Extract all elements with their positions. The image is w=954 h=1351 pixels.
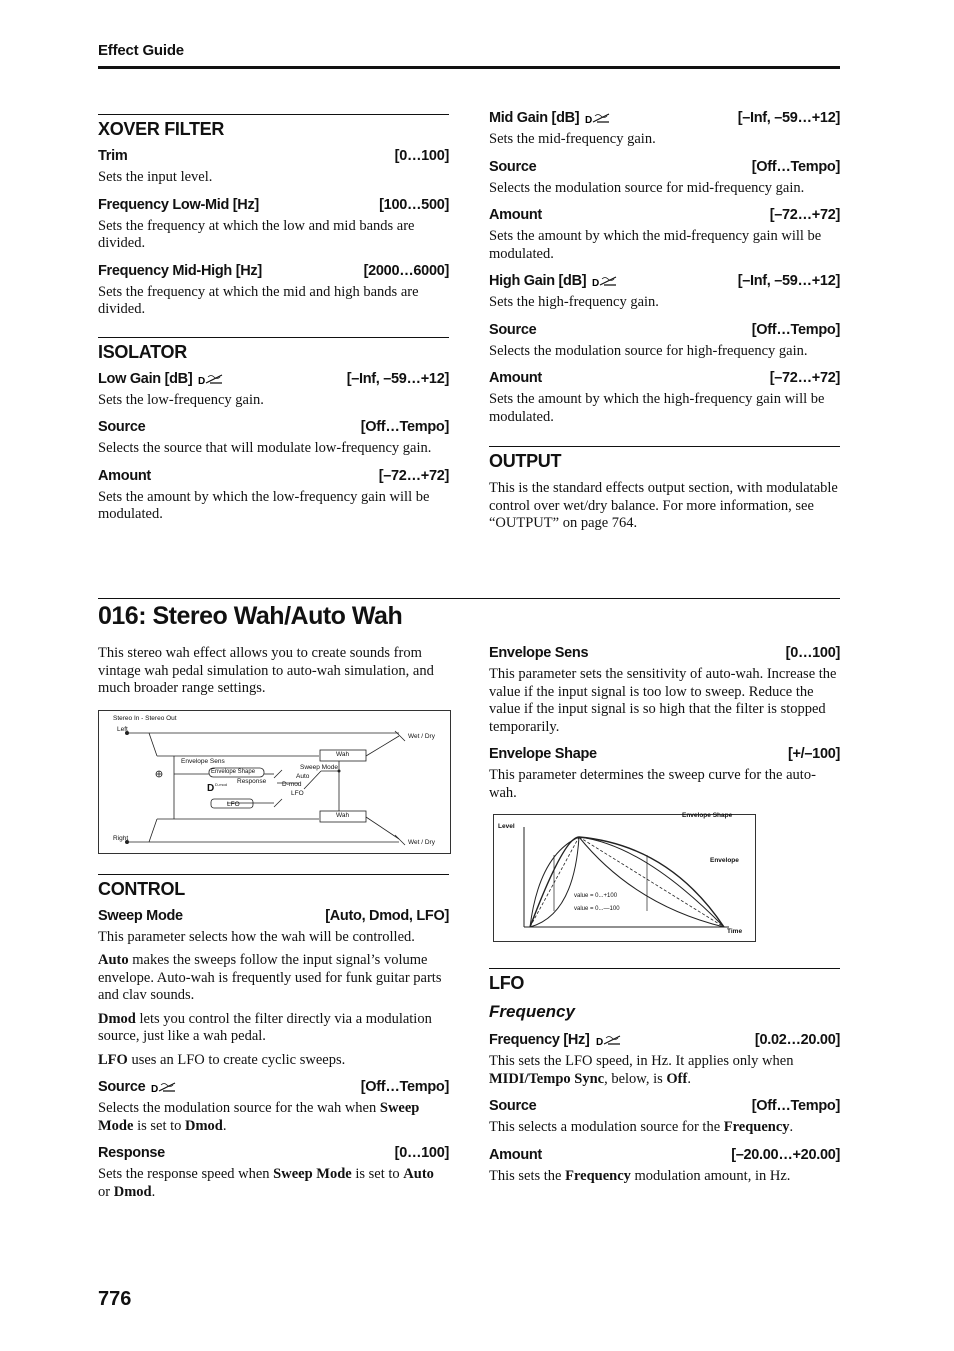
param-desc: This parameter sets the sensitivity of auto-wah. Increase the value if the input signal is too low to sweep. Reduce the value if the input signal is so high that the filter is stopped temporarily. (489, 666, 837, 735)
param-name (98, 371, 224, 387)
desc-text: modulation amount, in Hz. (630, 1167, 791, 1184)
param-range: [0…100] (785, 645, 840, 661)
param-row (98, 263, 449, 279)
dmod-label: D-mod (282, 780, 302, 788)
param-name: Amount (98, 467, 151, 484)
param-name (489, 110, 611, 126)
param-desc: Sets the amount by which the low-frequency gain will be modulated. (98, 488, 430, 522)
param-desc (98, 1100, 449, 1135)
auto-desc-text: makes the sweeps follow the input signal’s volume envelope. Auto-wah is frequently used for funk guitar parts and clav sounds. (98, 952, 442, 1003)
param-row (98, 419, 449, 435)
xover-section (98, 114, 449, 319)
plus-value-label: value = 0...+100 (574, 893, 618, 899)
envelope-graph-lines (494, 815, 755, 941)
param-desc: Sets the low-frequency gain. (98, 391, 264, 408)
param-name: Source (489, 158, 537, 175)
desc-text: This sets the (489, 1167, 566, 1184)
right-label: Right (113, 834, 129, 842)
param-desc (98, 1166, 449, 1201)
param-row (489, 322, 840, 338)
header-rule (98, 66, 840, 69)
param-range: [Off…Tempo] (751, 1098, 840, 1114)
section-title: ISOLATOR (98, 341, 187, 362)
param-range: [–72…+72] (378, 467, 449, 484)
param-desc: Sets the high-frequency gain. (489, 294, 659, 310)
section-rule (98, 114, 449, 115)
param-desc: Selects the modulation source for mid-frequency gain. (489, 179, 805, 196)
desc-term: Frequency (565, 1167, 631, 1184)
param-name-text: Source (98, 1079, 146, 1095)
section-rule (489, 446, 840, 447)
param-row (98, 371, 449, 387)
right-column-top (489, 110, 840, 543)
left-column-top (98, 114, 449, 534)
dmod-desc (98, 1011, 449, 1046)
desc-text: or (98, 1183, 114, 1200)
output-section (489, 446, 840, 533)
param-row (489, 1147, 840, 1163)
param-row (98, 908, 449, 924)
desc-term: Frequency (723, 1119, 790, 1135)
dmod-icon (151, 1081, 177, 1093)
param-name: Frequency Mid-High [Hz] (98, 262, 262, 279)
param-row (489, 645, 840, 661)
param-desc: This parameter selects how the wah will be controlled. (98, 928, 415, 945)
param-desc: Selects the modulation source for high-frequency gain. (489, 342, 808, 359)
effect-rule (98, 598, 840, 599)
left-label: Left (117, 725, 128, 733)
envelope-sens-label: Envelope Sens (181, 757, 225, 765)
param-range: [0…100] (394, 148, 449, 164)
minus-value-label: value = 0...—100 (574, 906, 620, 912)
param-desc: Sets the amount by which the mid-frequency gain will be modulated. (489, 228, 822, 262)
param-range: [–20.00…+20.00] (731, 1146, 840, 1163)
desc-term: Sweep Mode (273, 1166, 352, 1182)
desc-text: . (687, 1070, 691, 1087)
param-name: Envelope Shape (489, 746, 597, 762)
param-desc: Sets the frequency at which the mid and high bands are divided. (98, 283, 419, 317)
dmod-small-label: D-mod (215, 781, 228, 787)
envelope-shape-label: Envelope Shape (211, 768, 256, 775)
running-header: Effect Guide (98, 42, 184, 59)
param-row (489, 1032, 840, 1048)
svg-text:D: D (595, 1037, 603, 1046)
param-name: Trim (98, 148, 128, 164)
desc-text: is set to (133, 1117, 185, 1134)
section-title: XOVER FILTER (98, 119, 225, 139)
desc-text: , below, is (604, 1070, 667, 1087)
param-name-text: Frequency [Hz] (489, 1032, 590, 1048)
param-row (489, 207, 840, 223)
lfo-label: LFO (291, 789, 304, 797)
param-row (489, 746, 840, 762)
param-name: Source (489, 1098, 537, 1114)
param-name: Source (489, 321, 537, 338)
param-row (98, 1079, 449, 1095)
desc-text: This sets the LFO speed, in Hz. It applies only when (489, 1053, 794, 1069)
param-name: Frequency Low-Mid [Hz] (98, 196, 259, 213)
desc-term: Off (666, 1070, 688, 1087)
desc-term: Dmod (113, 1183, 152, 1200)
param-desc: Sets the frequency at which the low and mid bands are divided. (98, 217, 415, 251)
block-diagram (98, 710, 451, 854)
desc-term: MIDI/Tempo Sync (489, 1070, 605, 1087)
param-row (489, 159, 840, 175)
desc-term: Dmod (185, 1117, 223, 1134)
param-row (98, 148, 449, 164)
param-name-text: High Gain [dB] (489, 273, 587, 289)
level-axis-label: Level (498, 823, 515, 830)
param-range: [–72…+72] (769, 207, 840, 223)
section-rule (489, 968, 840, 969)
param-desc: Sets the mid-frequency gain. (489, 131, 656, 147)
control-section (98, 874, 449, 1202)
envelope-shape-label: Envelope Shape (682, 812, 733, 819)
desc-text: Selects the modulation source for the wah when (98, 1100, 380, 1116)
param-range: [Off…Tempo] (360, 1079, 449, 1095)
dmod-icon (198, 373, 224, 385)
param-desc: Selects the source that will modulate low-frequency gain. (98, 440, 432, 456)
param-range: [2000…6000] (363, 262, 449, 279)
subsection-title: Frequency (489, 1002, 575, 1021)
param-desc (489, 1168, 840, 1186)
section-title: LFO (489, 973, 525, 993)
param-range: [–72…+72] (769, 370, 840, 386)
output-desc: This is the standard effects output section, with modulatable control over wet/dry balance. For more information, see “OUTPUT” on page 764. (489, 480, 838, 531)
dmod-icon (596, 1034, 622, 1046)
lfo-term: LFO (98, 1051, 128, 1068)
wah-block-label: Wah (336, 811, 350, 819)
svg-text:D: D (592, 278, 600, 287)
envelope-graph (493, 814, 756, 942)
param-range: [0.02…20.00] (754, 1032, 840, 1048)
param-row (98, 1145, 449, 1161)
param-name: Response (98, 1145, 165, 1161)
desc-term: Sweep Mode (98, 1100, 420, 1134)
param-name: Amount (489, 207, 542, 223)
left-column-bottom (98, 645, 449, 1211)
param-range: [+/–100] (787, 746, 840, 762)
param-desc: This parameter determines the sweep curve for the auto-wah. (489, 767, 816, 801)
param-range: [Off…Tempo] (751, 321, 840, 338)
right-column-bottom (489, 645, 840, 1195)
param-name (489, 1032, 622, 1048)
param-desc: Sets the amount by which the high-frequency gain will be modulated. (489, 391, 825, 425)
response-label: Response (237, 777, 267, 785)
param-range: [–Inf, –59…+12] (737, 273, 840, 289)
param-desc (489, 1053, 840, 1088)
dmod-icon (585, 112, 611, 124)
desc-text: is set to (351, 1166, 404, 1182)
io-label: Stereo In - Stereo Out (113, 714, 177, 722)
param-name: Envelope Sens (489, 645, 589, 661)
param-name: Source (98, 419, 146, 435)
lfo-section (489, 968, 840, 1185)
param-name-text: Mid Gain [dB] (489, 110, 580, 126)
isolator-section (98, 337, 449, 524)
lfo-desc (98, 1052, 449, 1070)
sweep-mode-label: Sweep Mode (300, 763, 338, 771)
param-range: [100…500] (379, 196, 449, 213)
param-name: Amount (489, 370, 542, 386)
param-row (98, 468, 449, 484)
desc-text: . (222, 1117, 227, 1134)
param-row (489, 273, 840, 289)
param-row (489, 110, 840, 126)
section-title: OUTPUT (489, 451, 562, 471)
desc-term: Auto (403, 1166, 434, 1182)
param-row (98, 197, 449, 213)
envelope-label: Envelope (710, 857, 739, 864)
section-rule (98, 874, 449, 875)
dmod-icon (592, 275, 618, 287)
param-desc (489, 1119, 840, 1137)
dmod-term: Dmod (98, 1010, 136, 1027)
section-rule (98, 337, 449, 338)
auto-term: Auto (98, 952, 129, 968)
param-name (98, 1079, 177, 1095)
param-range: [–Inf, –59…+12] (737, 110, 840, 126)
desc-text: This selects a modulation source for the (489, 1119, 724, 1135)
param-row (489, 370, 840, 386)
desc-text: . (151, 1183, 156, 1200)
lfo-desc-text: uses an LFO to create cyclic sweeps. (127, 1051, 346, 1068)
param-range: [0…100] (394, 1145, 449, 1161)
wah-block-label: Wah (336, 750, 350, 758)
dmod-desc-text: lets you control the filter directly via a modulation source, just like a wah pedal. (98, 1010, 432, 1044)
desc-text: Sets the response speed when (98, 1166, 274, 1182)
param-range: [Auto, Dmod, LFO] (325, 907, 449, 924)
param-desc: Sets the input level. (98, 169, 213, 185)
param-range: [Off…Tempo] (751, 158, 840, 175)
desc-text: . (789, 1119, 794, 1135)
effect-title: 016: Stereo Wah/Auto Wah (98, 602, 403, 630)
auto-desc (98, 952, 449, 1005)
svg-text:D: D (585, 115, 593, 124)
effect-intro: This stereo wah effect allows you to create sounds from vintage wah pedal simulation to auto-wah simulation, and much broader range settings. (98, 645, 434, 696)
time-axis-label: Time (727, 928, 743, 935)
param-name: Amount (489, 1146, 542, 1163)
svg-text:D: D (151, 1084, 159, 1093)
param-name-text: Low Gain [dB] (98, 370, 193, 387)
section-title: CONTROL (98, 878, 185, 899)
param-range: [Off…Tempo] (360, 419, 449, 435)
svg-text:D: D (198, 375, 206, 385)
wet-dry-label: Wet / Dry (408, 732, 435, 740)
wet-dry-label: Wet / Dry (408, 838, 435, 846)
page-number: 776 (98, 1288, 132, 1310)
param-name: Sweep Mode (98, 907, 183, 924)
param-row (489, 1098, 840, 1114)
auto-label: Auto (296, 772, 310, 780)
dmod-icon: D (207, 782, 215, 794)
block-diagram-lines (99, 711, 450, 853)
lfo-block-label: LFO (227, 800, 240, 808)
param-range: [–Inf, –59…+12] (346, 370, 449, 387)
param-name (489, 273, 618, 289)
